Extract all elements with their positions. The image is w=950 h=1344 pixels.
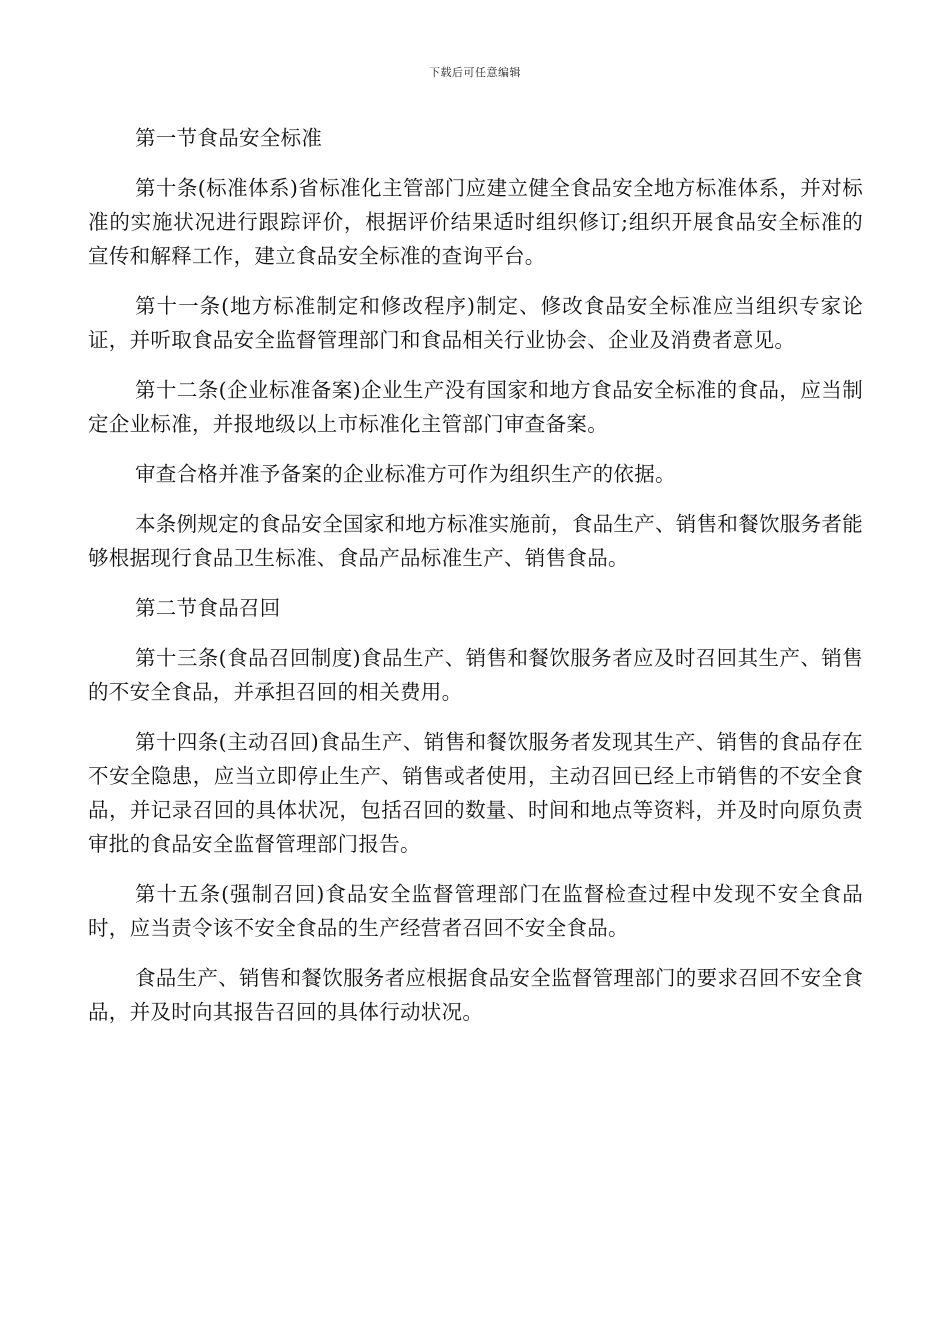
- page-header-note: 下载后可任意编辑: [429, 66, 521, 79]
- article-15-paragraph: 第十五条(强制召回)食品安全监督管理部门在监督检查过程中发现不安全食品时，应当责令该不安全食品的生产经营者召回不安全食品。: [88, 882, 863, 940]
- document-body: [88, 121, 863, 1045]
- article-15-clause-2: 食品生产、销售和餐饮服务者应根据食品安全监督管理部门的要求召回不安全食品，并及时向其报告召回的具体行动状况。: [88, 966, 863, 1024]
- article-10-paragraph: 第十条(标准体系)省标准化主管部门应建立健全食品安全地方标准体系，并对标准的实施状况进行跟踪评价，根据评价结果适时组织修订;组织开展食品安全标准的宣传和解释工作，建立食品安全标准的查询平台。: [88, 176, 863, 268]
- article-12-paragraph: 第十二条(企业标准备案)企业生产没有国家和地方食品安全标准的食品，应当制定企业标准，并报地级以上市标准化主管部门审查备案。: [88, 378, 863, 436]
- section-heading-food-recall: 第二节食品召回: [135, 596, 281, 620]
- article-11-paragraph: 第十一条(地方标准制定和修改程序)制定、修改食品安全标准应当组织专家论证，并听取食品安全监督管理部门和食品相关行业协会、企业及消费者意见。: [88, 294, 863, 352]
- article-12-clause-3: 本条例规定的食品安全国家和地方标准实施前，食品生产、销售和餐饮服务者能够根据现行食品卫生标准、食品产品标准生产、销售食品。: [88, 512, 863, 570]
- article-14-paragraph: 第十四条(主动召回)食品生产、销售和餐饮服务者发现其生产、销售的食品存在不安全隐患，应当立即停止生产、销售或者使用，主动召回已经上市销售的不安全食品，并记录召回的具体状况，包括召回的数量、时间和地点等资料，并及时向原负责审批的食品安全监督管理部门报告。: [88, 730, 863, 856]
- section-heading-food-safety-standards: 第一节食品安全标准: [135, 126, 323, 150]
- article-12-clause-2: 审查合格并准予备案的企业标准方可作为组织生产的依据。: [135, 462, 676, 486]
- article-13-paragraph: 第十三条(食品召回制度)食品生产、销售和餐饮服务者应及时召回其生产、销售的不安全食品，并承担召回的相关费用。: [88, 646, 863, 704]
